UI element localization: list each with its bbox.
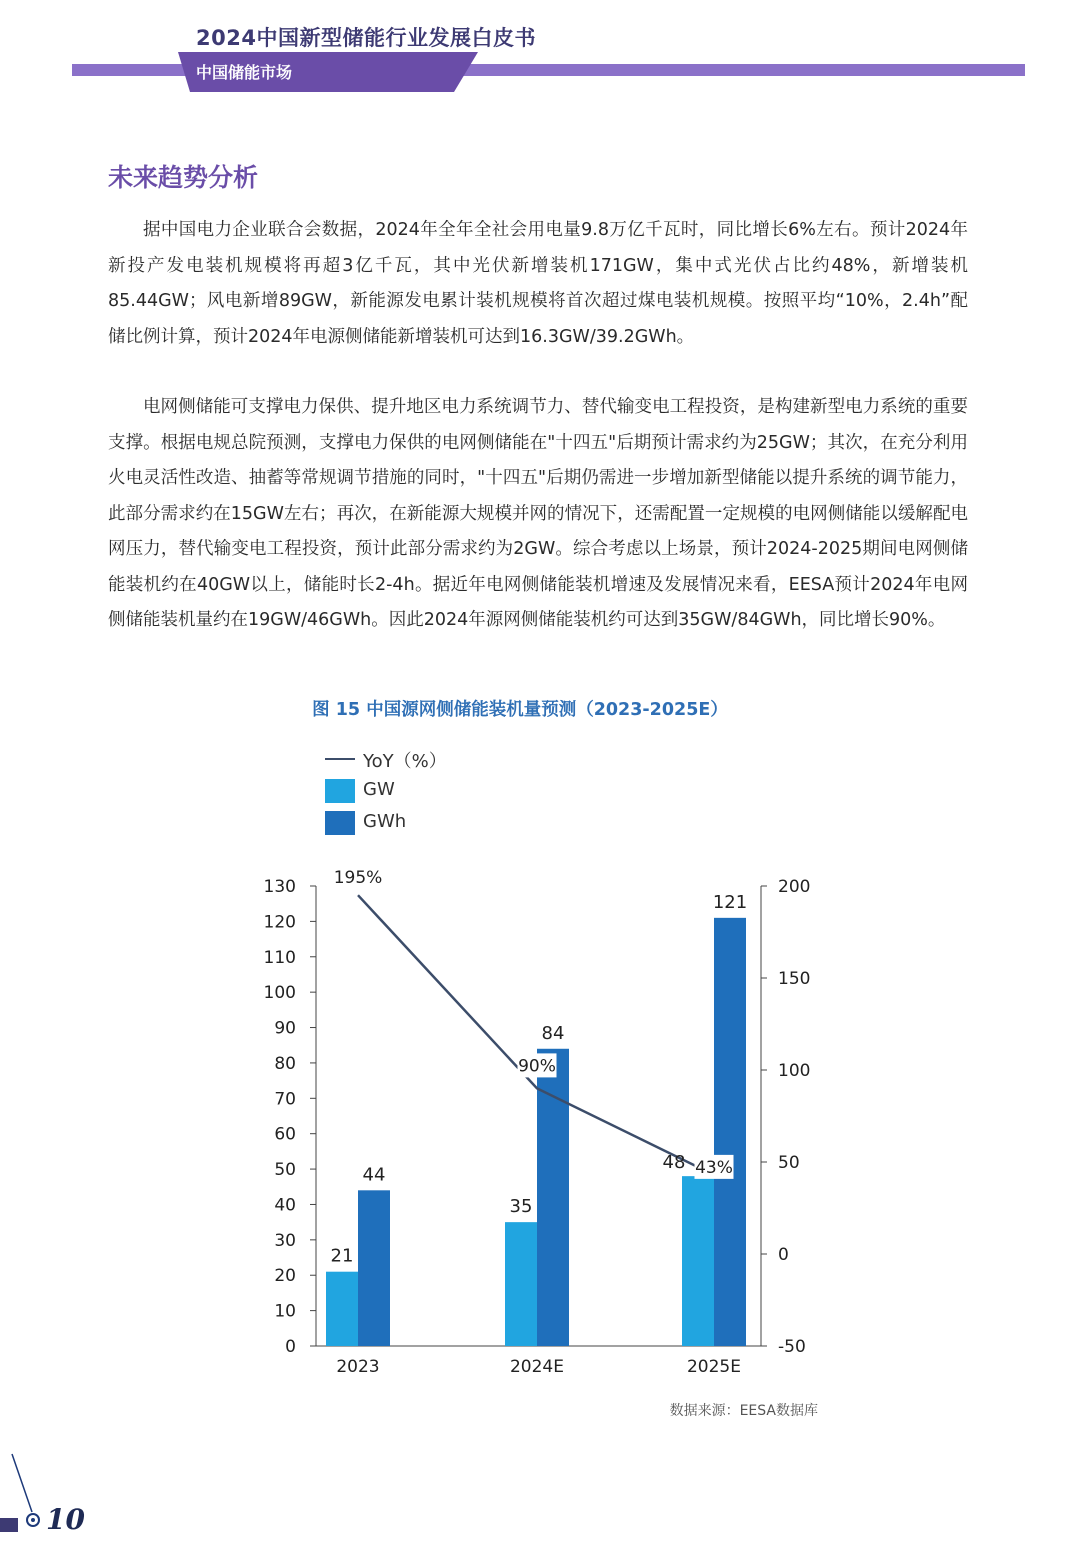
x-axis-tick-label: 2024E	[509, 1357, 565, 1377]
section-title: 未来趋势分析	[108, 163, 259, 192]
left-axis-tick-label: 20	[274, 1266, 296, 1287]
data-label-gw: 21	[330, 1245, 354, 1267]
bar-gw-2025e	[682, 1176, 714, 1346]
bar-gw-2023	[326, 1272, 358, 1346]
legend-label-gwh: GWh	[363, 811, 407, 832]
legend-label-gw: GW	[363, 779, 395, 800]
right-axis-tick-label: 100	[778, 1061, 811, 1081]
body-paragraph-1: 据中国电力企业联合会数据，2024年全年全社会用电量9.8万亿千瓦时，同比增长6%左右。预计2024年新投产发电装机规模将再超3亿千瓦，其中光伏新增装机171GW，集中式光伏占比约48%，新增装机85.44GW；风电新增89GW，新能源发电累计装机规模将首次超过煤电装机规模。按照平均“10%，2.4h”配储比例计算，预计2024年电源侧储能新增装机可达到16.3GW/39.2GWh。	[108, 220, 968, 347]
body-paragraph-2: 电网侧储能可支撑电力保供、提升地区电力系统调节力、替代输变电工程投资，是构建新型电力系统的重要支撑。根据电规总院预测，支撑电力保供的电网侧储能在"十四五"后期预计需求约为25GW；其次，在充分利用火电灵活性改造、抽蓄等常规调节措施的同时，"十四五"后期仍需进一步增加新型储能以提升系统的调节能力，此部分需求约在15GW左右；再次，在新能源大规模并网的情况下，还需配置一定规模的电网侧储能以缓解配电网压力，替代输变电工程投资，预计此部分需求约为2GW。综合考虑以上场景，预计2024-2025期间电网侧储能装机约在40GW以上，储能时长2-4h。据近年电网侧储能装机增速及发展情况来看，EESA预计2024年电网侧储能装机量约在19GW/46GWh。因此2024年源网侧储能装机约可达到35GW/84GWh，同比增长90%。	[108, 397, 968, 630]
bar-gwh-2024e	[537, 1049, 569, 1346]
left-axis-tick-label: 30	[274, 1230, 296, 1251]
header-title: 2024中国新型储能行业发展白皮书	[196, 26, 536, 50]
right-axis-tick-label: 50	[778, 1153, 800, 1173]
bar-gw-2024e	[505, 1222, 537, 1346]
right-axis-tick-label: 200	[778, 877, 811, 897]
left-axis-tick-label: 40	[274, 1195, 296, 1216]
left-axis-tick-label: 0	[285, 1337, 296, 1357]
data-source: 数据来源：EESA数据库	[669, 1403, 818, 1419]
left-axis-tick-label: 110	[263, 947, 296, 968]
right-axis-tick-label: 0	[778, 1245, 789, 1265]
right-axis-tick-label: 150	[778, 969, 811, 989]
data-label-yoy: 90%	[518, 1056, 556, 1077]
x-axis-tick-label: 2025E	[686, 1357, 742, 1377]
right-axis-tick-label: -50	[778, 1337, 806, 1357]
data-label-yoy: 195%	[333, 868, 383, 889]
legend-label-yoy: YoY（%）	[363, 751, 447, 772]
page-number: 10	[46, 1503, 85, 1536]
left-axis-tick-label: 130	[263, 877, 296, 897]
figure-title: 图 15 中国源网侧储能装机量预测（2023-2025E）	[312, 700, 728, 720]
left-axis-tick-label: 60	[274, 1124, 296, 1145]
data-label-gw: 35	[509, 1196, 533, 1218]
yoy-line	[358, 895, 714, 1175]
data-label-gwh: 84	[541, 1022, 565, 1044]
left-axis-tick-label: 90	[274, 1018, 296, 1039]
left-axis-tick-label: 100	[263, 983, 296, 1004]
left-axis-tick-label: 70	[274, 1089, 296, 1110]
header-tab-label: 中国储能市场	[196, 63, 293, 82]
bar-gwh-2025e	[714, 918, 746, 1346]
data-label-gw: 48	[662, 1152, 686, 1174]
data-label-gwh: 44	[362, 1164, 386, 1186]
data-label-yoy: 43%	[695, 1157, 733, 1178]
left-axis-tick-label: 10	[274, 1301, 296, 1322]
x-axis-tick-label: 2023	[336, 1357, 380, 1377]
bar-gwh-2023	[358, 1190, 390, 1346]
data-label-gwh: 121	[712, 891, 748, 913]
left-axis-tick-label: 50	[274, 1160, 296, 1181]
left-axis-tick-label: 120	[263, 912, 296, 933]
left-axis-tick-label: 80	[274, 1053, 296, 1074]
